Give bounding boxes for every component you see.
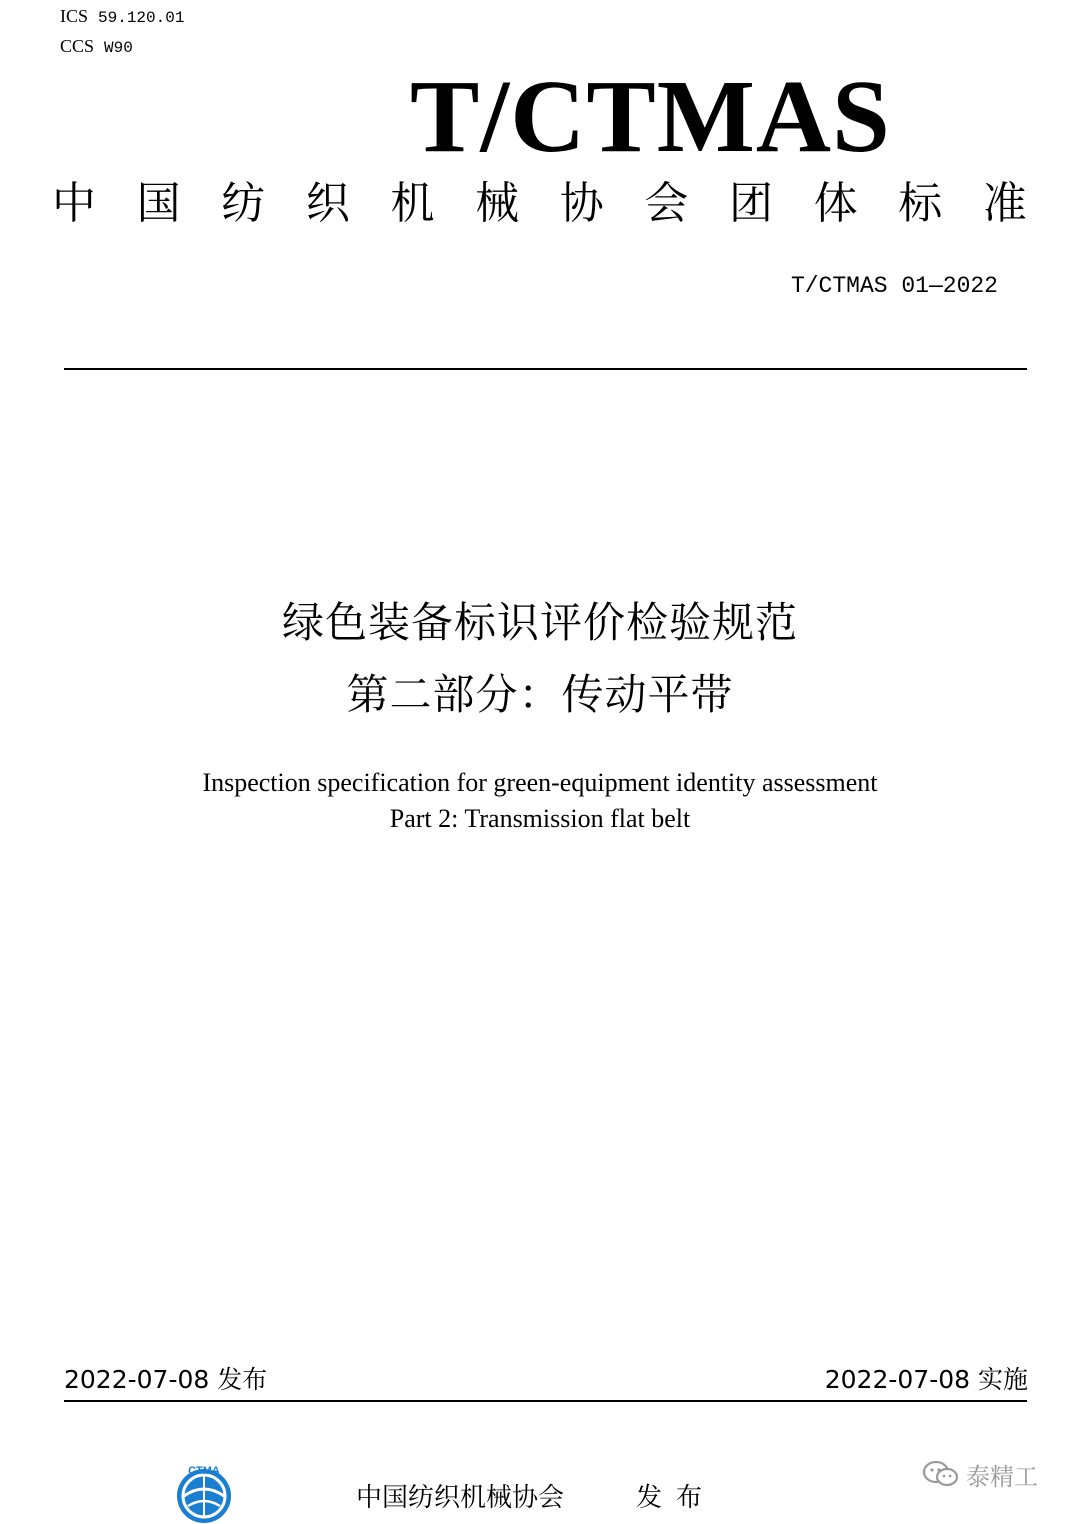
org-title-char: 准 <box>982 178 1027 229</box>
standard-number: T/CTMAS 01—2022 <box>790 273 998 299</box>
brand-title: T/CTMAS <box>410 59 891 174</box>
title-zh-line2: 第二部分：传动平带 <box>346 670 734 719</box>
org-title-char: 会 <box>644 178 689 229</box>
logo-text: CTMA <box>188 1465 220 1477</box>
org-title-char: 体 <box>813 178 858 229</box>
publish-word: 发布 <box>636 1483 717 1513</box>
title-en-line2: Part 2: Transmission flat belt <box>389 804 691 833</box>
org-title-char: 机 <box>390 178 435 229</box>
ics-label: ICS <box>60 6 89 26</box>
watermark <box>922 1456 1038 1492</box>
org-title-char: 标 <box>898 178 943 229</box>
org-title-char: 协 <box>559 178 604 229</box>
ics-code: 59.120.01 <box>98 9 185 27</box>
org-title-char: 国 <box>136 178 181 229</box>
ccs-line <box>60 35 133 59</box>
org-title-char: 纺 <box>221 178 266 229</box>
ccs-code: W90 <box>104 39 133 57</box>
issue-date: 2022-07-08 发布 <box>64 1365 268 1394</box>
title-zh-line1: 绿色装备标识评价检验规范 <box>281 598 798 647</box>
ics-line <box>60 5 184 29</box>
ctma-logo <box>170 1462 238 1524</box>
ccs-label: CCS <box>60 36 95 56</box>
publisher-name: 中国纺织机械协会 <box>356 1483 565 1513</box>
top-divider <box>64 368 1027 370</box>
watermark-text: 泰精工 <box>966 1462 1038 1491</box>
org-title-char: 团 <box>729 178 773 229</box>
org-title-char: 织 <box>305 178 350 229</box>
bottom-divider <box>64 1400 1027 1402</box>
org-title-char: 械 <box>475 178 520 229</box>
implement-date: 2022-07-08 实施 <box>824 1365 1028 1394</box>
chat-bubbles-icon <box>922 1459 960 1489</box>
org-title-char: 中 <box>52 178 96 229</box>
title-en-line1: Inspection specification for green-equipment identity assessment <box>202 768 878 797</box>
org-standard-title <box>52 176 1027 232</box>
